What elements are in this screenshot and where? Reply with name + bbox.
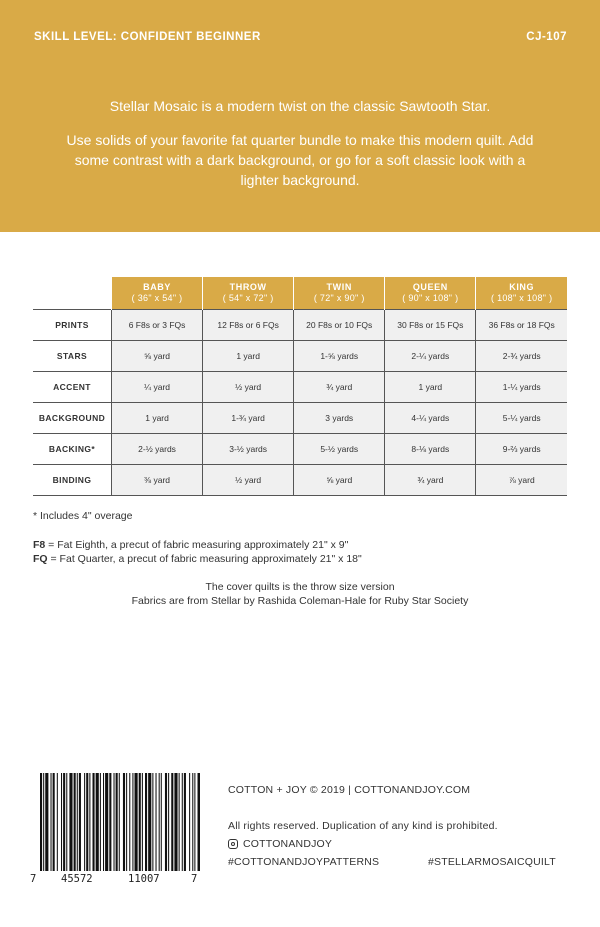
column-name: TWIN [326,282,352,292]
barcode-bar [116,773,118,871]
barcode-bar [105,773,108,871]
table-cell: ⅜ yard [112,465,203,496]
barcode-bar [148,773,151,871]
barcode-bar [168,773,169,871]
column-size: ( 36" x 54" ) [131,293,183,303]
skill-level: SKILL LEVEL: CONFIDENT BEGINNER [34,31,261,43]
barcode-bar [142,773,143,871]
table-row [33,434,567,465]
table-cell: ¾ yard [294,372,385,403]
table-cell: ½ yard [203,372,294,403]
barcode-bar [79,773,81,871]
barcode-bar [51,773,52,871]
barcode-bar [86,773,88,871]
barcode-bar [135,773,138,871]
column-size: ( 90" x 108" ) [402,293,459,303]
barcode-bar [161,773,162,871]
table-cell: 1-¾ yard [203,403,294,434]
column-size: ( 108" x 108" ) [490,293,553,303]
barcode-bar [182,773,183,871]
barcode-bar [139,773,141,871]
table-row [33,465,567,496]
pattern-code: CJ-107 [526,31,567,43]
row-label: BACKGROUND [33,403,112,434]
row-label: PRINTS [33,310,112,341]
cover-note: The cover quilts is the throw size version [205,581,395,593]
table-cell: 1 yard [112,403,203,434]
barcode-bar [132,773,133,871]
instagram-name: COTTONANDJOY [243,838,333,850]
table-cell: 3-½ yards [203,434,294,465]
rights-notice: All rights reserved. Duplication of any kind is prohibited. [228,820,498,832]
hashtag-brand: #COTTONANDJOYPATTERNS [228,856,380,868]
column-name: KING [509,282,535,292]
barcode-bar [184,773,186,871]
copyright-line: COTTON + JOY © 2019 | COTTONANDJOY.COM [228,784,471,796]
column-header-throw [203,277,294,310]
barcode-bar [84,773,85,871]
barcode-bar [45,773,48,871]
table-cell: ¼ yard [112,372,203,403]
fabric-credit: Fabrics are from Stellar by Rashida Coleman-Hale for Ruby Star Society [131,595,469,607]
table-cell: 1 yard [203,341,294,372]
instagram-handle [228,838,332,850]
barcode-digit-last: 7 [191,873,198,885]
table-cell: 20 F8s or 10 FQs [294,310,385,341]
table-row [33,310,567,341]
row-label: STARS [33,341,112,372]
column-header-king [476,277,567,310]
table-cell: 2-¾ yards [476,341,567,372]
column-name: THROW [229,282,267,292]
barcode-bar [145,773,147,871]
barcode-bar [126,773,127,871]
fq-abbr: FQ [33,553,48,565]
barcode-bar [66,773,67,871]
table-cell: 8-⅛ yards [385,434,476,465]
barcode-bar [40,773,42,871]
column-size: ( 72" x 90" ) [313,293,365,303]
table-cell: 2-¼ yards [385,341,476,372]
row-label: ACCENT [33,372,112,403]
barcode-bar [100,773,101,871]
barcode-bar [123,773,125,871]
barcode-bar [93,773,95,871]
instagram-icon [228,839,238,849]
barcode-bar [74,773,76,871]
table-cell: ½ yard [203,465,294,496]
table-cell: 1-⅝ yards [294,341,385,372]
column-size: ( 54" x 72" ) [222,293,274,303]
row-label: BACKING* [33,434,112,465]
intro-paragraph: Use solids of your favorite fat quarter bundle to make this modern quilt. Add some contrast with a dark background, or go for a soft classic look with a lighter background. [66,132,534,188]
table-cell: ⅝ yard [112,341,203,372]
barcode-bar [53,773,55,871]
table-cell: 30 F8s or 15 FQs [385,310,476,341]
header-banner [0,0,600,232]
barcode-bar [159,773,160,871]
barcode-bar [152,773,153,871]
table-cell: ⅞ yard [476,465,567,496]
table-cell: ⅝ yard [294,465,385,496]
table-row [33,341,567,372]
barcode-bar [61,773,62,871]
barcode-bar [189,773,190,871]
barcode [40,773,200,871]
table-cell: 12 F8s or 6 FQs [203,310,294,341]
table-cell: 5-¼ yards [476,403,567,434]
table-cell: ¾ yard [385,465,476,496]
barcode-bar [174,773,177,871]
barcode-bar [165,773,167,871]
barcode-digits-right: 11007 [128,873,160,885]
fq-definition [33,553,362,565]
barcode-bar [198,773,201,871]
row-label: BINDING [33,465,112,496]
barcode-bar [96,773,99,871]
intro-line: Stellar Mosaic is a modern twist on the classic Sawtooth Star. [109,98,491,114]
column-header-queen [385,277,476,310]
barcode-bar [109,773,111,871]
barcode-digits-left: 45572 [61,873,93,885]
barcode-bar [171,773,173,871]
table-cell: 2-½ yards [112,434,203,465]
barcode-digit-first: 7 [30,873,37,885]
table-row [33,372,567,403]
barcode-bar [192,773,193,871]
column-header-twin [294,277,385,310]
table-cell: 1 yard [385,372,476,403]
barcode-bar [194,773,195,871]
column-name: BABY [143,282,171,292]
barcode-bar [77,773,78,871]
table-cell: 36 F8s or 18 FQs [476,310,567,341]
barcode-bar [114,773,115,871]
fabric-requirements-table [33,277,567,496]
f8-text: = Fat Eighth, a precut of fabric measuring approximately 21" x 9" [45,539,349,551]
barcode-bar [89,773,90,871]
barcode-bar [63,773,65,871]
table-cell: 5-½ yards [294,434,385,465]
table-cell: 3 yards [294,403,385,434]
table-cell: 6 F8s or 3 FQs [112,310,203,341]
barcode-bar [43,773,44,871]
barcode-bar [69,773,72,871]
table-row [33,403,567,434]
table-cell: 4-¼ yards [385,403,476,434]
barcode-bar [57,773,58,871]
fq-text: = Fat Quarter, a precut of fabric measuring approximately 21" x 18" [47,553,362,565]
f8-abbr: F8 [33,539,46,551]
barcode-bar [119,773,120,871]
table-corner [33,277,112,310]
barcode-bar [129,773,130,871]
barcode-bar [156,773,157,871]
barcode-bar [103,773,104,871]
overage-note: * Includes 4" overage [33,510,133,522]
f8-definition [33,539,348,551]
table-cell: 1-¼ yards [476,372,567,403]
barcode-bar [179,773,180,871]
column-name: QUEEN [412,282,448,292]
hashtag-pattern: #STELLARMOSAICQUILT [428,856,556,868]
column-header-baby [112,277,203,310]
table-cell: 9-⅔ yards [476,434,567,465]
